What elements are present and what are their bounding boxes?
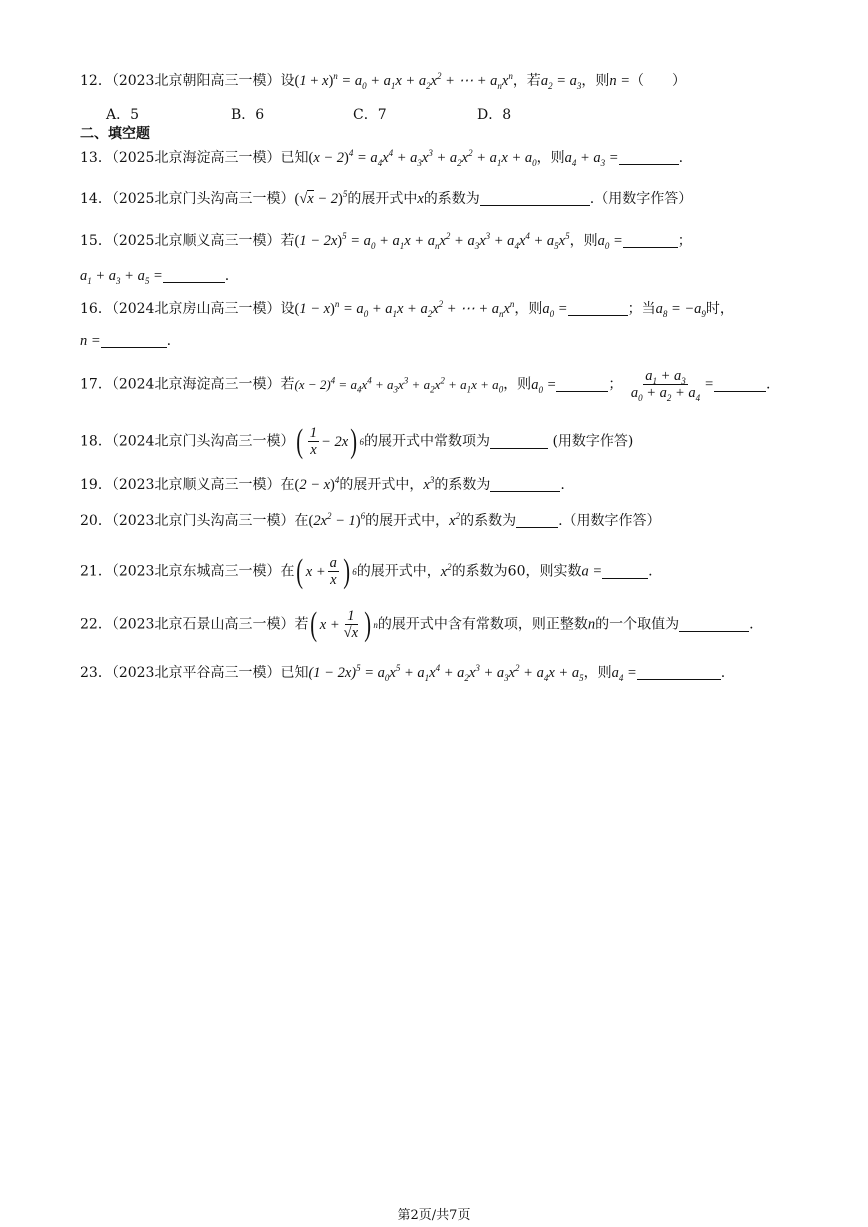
question-number: 16． bbox=[80, 301, 112, 317]
question-text: ，则 bbox=[583, 665, 612, 681]
question-16 bbox=[80, 298, 808, 320]
choice-options bbox=[106, 104, 511, 126]
formula: $a_2 = a_3$ bbox=[540, 73, 582, 91]
answer-blank[interactable] bbox=[516, 513, 558, 528]
question-17: 17．（2024北京海淀高三一模）若$(x - 2)^4 = a_4x^4 + a_3x^3 + a_2x^2 + a_1x + a_0$，则$a_0$ = ； $\frac{a_1 + a_3}{a_0 + a_2 + a_4}$ = . bbox=[80, 368, 771, 403]
question-text: 设 bbox=[280, 73, 295, 89]
answer-blank[interactable] bbox=[163, 268, 225, 283]
answer-blank[interactable] bbox=[714, 377, 766, 392]
formula: $a_4 + a_3$ = bbox=[564, 150, 619, 168]
fraction: $\frac{a_1 + a_3}{a_0 + a_2 + a_4}$ bbox=[630, 368, 701, 403]
answer-blank[interactable] bbox=[101, 333, 167, 348]
question-22: 22．（2023北京石景山高三一模）若 ( x + $\frac{1}{√x}$ ) n 的展开式中含有常数项，则正整数n的一个取值为 . bbox=[80, 605, 754, 643]
question-text: .（用数字作答） bbox=[558, 513, 661, 529]
question-14: 14．（2025北京门头沟高三一模）$(√x - 2)^5$的展开式中x的系数为 .（用数字作答） bbox=[80, 189, 693, 207]
formula: ( $\frac{1}{x}$ − 2x ) 6 bbox=[296, 422, 364, 460]
question-text: （ ） bbox=[630, 73, 687, 89]
answer-blank[interactable] bbox=[619, 150, 679, 165]
question-number: 21． bbox=[80, 563, 112, 580]
formula: $(1 - x)^n = a_0 + a_1x + a_2x^2$ + ⋯ + $a_nx^n$ bbox=[294, 299, 515, 319]
formula: $(x - 2)^4 = a_4x^4 + a_3x^3 + a_2x^2 + a_1x + a_0$ bbox=[294, 375, 504, 395]
formula: n = bbox=[80, 333, 101, 349]
formula: $a_0$ = bbox=[542, 301, 568, 319]
question-23: 23．（2023北京平谷高三一模）已知$(1 - 2x)^5 = a_0x^5 + a_1x^4 + a_2x^3 + a_3x^2 + a_4x + a_5$，则$a_4$ = . bbox=[80, 663, 726, 683]
question-text: 时， bbox=[705, 301, 734, 317]
question-text: 已知 bbox=[280, 150, 309, 166]
question-source: （2023北京东城高三一模） bbox=[111, 563, 281, 580]
formula: $a_0$ = bbox=[597, 233, 623, 251]
question-text: 的展开式中含有常数项，则正整数 bbox=[377, 616, 588, 633]
question-12 bbox=[80, 70, 808, 92]
question-13: 13．（2025北京海淀高三一模）已知$(x - 2)^4 = a_4x^4 + a_3x^3 + a_2x^2 + a_1x + a_0$，则$a_4 + a_3$ = . bbox=[80, 148, 684, 168]
answer-blank[interactable] bbox=[490, 434, 548, 449]
answer-blank[interactable] bbox=[637, 665, 721, 680]
formula: $(x - 2)^4 = a_4x^4 + a_3x^3 + a_2x^2 + a_1x + a_0$ bbox=[308, 148, 537, 168]
formula: $(√x - 2)^5$ bbox=[294, 189, 348, 207]
question-15-cont: $a_1 + a_3 + a_5$ = . bbox=[80, 268, 230, 286]
formula: $(1 + x)^n = a_0 + a_1x + a_2x^2$ + ⋯ + $a_nx^n$ bbox=[294, 71, 513, 91]
question-text: (用数字作答) bbox=[552, 433, 634, 450]
question-source: （2024北京海淀高三一模） bbox=[111, 376, 281, 393]
answer-blank[interactable] bbox=[490, 477, 560, 492]
question-text: ，则 bbox=[569, 233, 598, 249]
question-21: 21．（2023北京东城高三一模）在 ( x + $\frac{a}{x}$ ) 6 的展开式中，$x^2$的系数为60，则实数a = . bbox=[80, 552, 653, 590]
question-source: （2023北京门头沟高三一模） bbox=[111, 513, 295, 529]
question-source: （2023北京朝阳高三一模） bbox=[111, 73, 281, 89]
question-text: 在 bbox=[280, 563, 295, 580]
question-text: ，则 bbox=[503, 376, 532, 393]
question-source: （2023北京平谷高三一模） bbox=[111, 665, 281, 681]
formula: $a_4$ = bbox=[611, 665, 637, 683]
question-number: 19． bbox=[80, 477, 112, 493]
question-text: ，则 bbox=[514, 301, 543, 317]
formula: $(2x^2 - 1)^6$ bbox=[308, 511, 366, 529]
question-number: 22． bbox=[80, 616, 112, 633]
question-19: 19．（2023北京顺义高三一模）在$(2 - x)^4$的展开式中，$x^3$的系数为 . bbox=[80, 475, 565, 493]
question-source: （2024北京房山高三一模） bbox=[111, 301, 281, 317]
section-title: 二、填空题 bbox=[80, 126, 150, 142]
question-15: 15．（2025北京顺义高三一模）若$(1 - 2x)^5 = a_0 + a_1x + a_nx^2 + a_3x^3 + a_4x^4 + a_5x^5$，则$a_0$ = ； bbox=[80, 231, 692, 251]
formula: n = bbox=[609, 73, 631, 89]
question-text: 的展开式中常数项为 bbox=[363, 433, 490, 450]
question-text: 的展开式中 bbox=[347, 191, 418, 207]
question-number: 18． bbox=[80, 433, 112, 450]
question-text: 的展开式中， bbox=[365, 513, 450, 529]
question-text: 在 bbox=[294, 513, 309, 529]
question-source: （2023北京顺义高三一模） bbox=[111, 477, 281, 493]
question-text: 若 bbox=[294, 616, 309, 633]
question-text: 的系数为60，则实数 bbox=[451, 563, 582, 580]
option-b[interactable]: B．6 bbox=[231, 107, 265, 123]
answer-blank[interactable] bbox=[480, 191, 590, 206]
question-text: ；当 bbox=[627, 301, 656, 317]
question-text: 在 bbox=[280, 477, 295, 493]
question-number: 15． bbox=[80, 233, 112, 249]
question-text: .（用数字作答） bbox=[589, 191, 693, 207]
question-number: 23． bbox=[80, 665, 112, 681]
question-20: 20．（2023北京门头沟高三一模）在$(2x^2 - 1)^6$的展开式中，$x^2$的系数为 .（用数字作答） bbox=[80, 511, 661, 529]
formula: $a_0$ = bbox=[531, 376, 557, 395]
question-number: 20． bbox=[80, 513, 112, 529]
question-source: （2025北京门头沟高三一模） bbox=[111, 191, 295, 207]
question-text: ，则 bbox=[581, 73, 610, 89]
question-text: ，若 bbox=[512, 73, 541, 89]
formula: $(2 - x)^4$ bbox=[294, 475, 340, 493]
question-text: 设 bbox=[280, 301, 295, 317]
answer-blank[interactable] bbox=[679, 617, 749, 632]
formula: $a_8 = -a_9$ bbox=[655, 301, 706, 319]
question-text: ，则 bbox=[536, 150, 565, 166]
question-text: 已知 bbox=[280, 665, 309, 681]
question-source: （2025北京海淀高三一模） bbox=[111, 150, 281, 166]
question-source: （2025北京顺义高三一模） bbox=[111, 233, 281, 249]
page-footer: 第2页/共7页 bbox=[397, 1208, 471, 1223]
question-source: （2024北京门头沟高三一模） bbox=[111, 433, 295, 450]
formula: $a_1 + a_3 + a_5$ = bbox=[80, 268, 163, 286]
answer-blank[interactable] bbox=[623, 233, 678, 248]
formula: $(1 - 2x)^5 = a_0 + a_1x + a_nx^2 + a_3x^3 + a_4x^4 + a_5x^5$ bbox=[294, 231, 570, 251]
formula: ( x + $\frac{1}{√x}$ ) n bbox=[310, 605, 378, 643]
question-text: 的系数为 bbox=[434, 477, 491, 493]
question-source: （2023北京石景山高三一模） bbox=[111, 616, 295, 633]
formula: $(1 - 2x)^5 = a_0x^5 + a_1x^4 + a_2x^3 + a_3x^2 + a_4x + a_5$ bbox=[308, 663, 584, 683]
question-text: 的一个取值为 bbox=[595, 616, 680, 633]
answer-blank[interactable] bbox=[556, 377, 608, 392]
question-text: 的展开式中， bbox=[339, 477, 424, 493]
question-text: 的系数为 bbox=[423, 191, 480, 207]
question-text: 若 bbox=[280, 376, 295, 393]
question-number: 12． bbox=[80, 73, 112, 89]
formula: ( x + $\frac{a}{x}$ ) 6 bbox=[296, 552, 357, 590]
question-text: 的展开式中， bbox=[356, 563, 441, 580]
option-a[interactable]: A．5 bbox=[106, 107, 140, 123]
option-c[interactable]: C．7 bbox=[353, 107, 387, 123]
question-18 bbox=[80, 422, 808, 460]
question-text: 的系数为 bbox=[460, 513, 517, 529]
answer-blank[interactable] bbox=[602, 564, 648, 579]
question-text: 若 bbox=[280, 233, 295, 249]
option-d[interactable]: D．8 bbox=[477, 107, 512, 123]
question-number: 13． bbox=[80, 150, 112, 166]
question-16-cont: n = . bbox=[80, 333, 172, 349]
answer-blank[interactable] bbox=[568, 301, 628, 316]
question-number: 14． bbox=[80, 191, 112, 207]
question-number: 17． bbox=[80, 376, 112, 393]
